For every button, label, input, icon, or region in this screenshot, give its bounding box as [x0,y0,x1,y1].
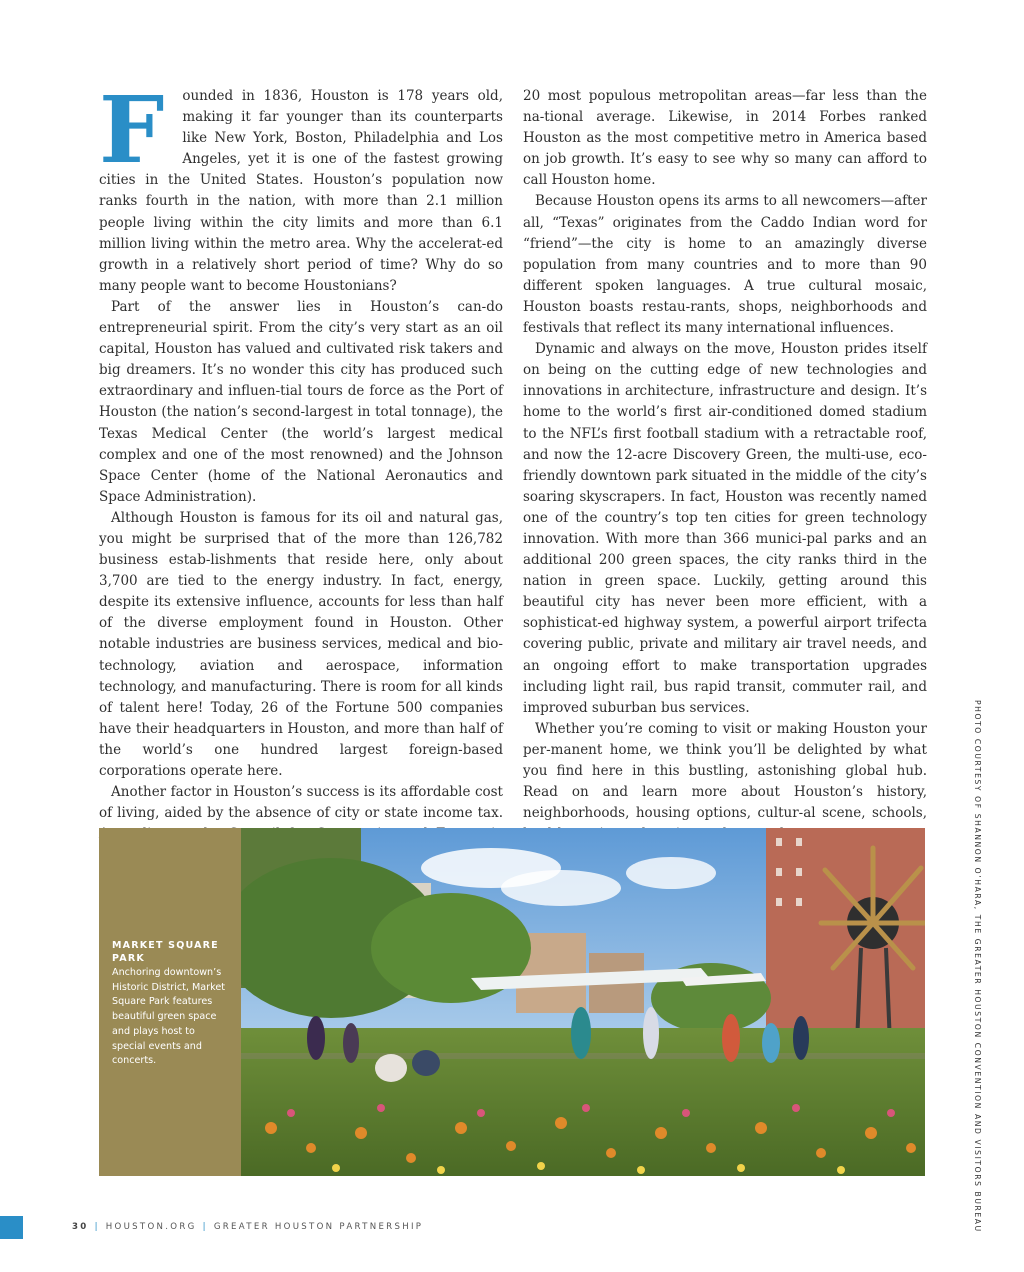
article-paragraph: F ounded in 1836, Houston is 178 years old, making it far younger than its counterparts like New York, Boston, Philadelphia and Los Angeles, yet it is one of the fastest growing cities in the United States. Houston’s population now ranks fourth in the nation, with more than 2.1 million people living within the city limits and more than 6.1 million living within the metro area. Why the accelerat-ed growth in a relatively short period of time? Why do so many people want to become Houstonians? [99,76,503,294]
photo-credit: PHOTO COURTESY OF SHANNON O’HARA, THE GREATER HOUSTON CONVENTION AND VISITORS BUREAU [973,700,982,1233]
drop-cap: F [99,76,165,184]
article-paragraph: Whether you’re coming to visit or making Houston your per-manent home, we think you’ll be delighted by what you find here in this bustling, astonishing global hub. Read on and learn more about Houston’s history, neighborhoods, housing options, cultur-al scene, schools, [523,720,927,822]
article-right-column [523,86,927,845]
caption-title: MARKET SQUARE PARK [112,940,219,964]
footer-publisher: GREATER HOUSTON PARTNERSHIP [213,1222,424,1232]
caption-body: Anchoring downtown’s Historic District, Market Square Park features beautiful green space and plays host to special events and concerts. [112,967,225,1067]
page-footer [72,1222,423,1232]
article-left-column [99,76,503,909]
article-paragraph: Although Houston is famous for its oil and natural gas, you might be surprised that of the more than 126,782 business estab-lishments that reside here, only about 3,700 are tied to the energy industry. In fact, energy, despite its extensive influence, accounts for less than half of the diverse employment found in Houston. Other notable industries are business services, medical and bio-technology, aviation and aerospace, information technology, and manufacturing. There is room for all kinds of talent here! Today, 26 of the Fortune 500 companies have their headquarters in Houston, and more than half of the world’s one hundred largest foreign-based corporations operate here. [99,509,503,779]
footer-separator: | [94,1222,100,1232]
page-number: 30 [72,1222,89,1232]
article-paragraph: Part of the answer lies in Houston’s can-do entrepreneurial spirit. From the city’s very start as an oil capital, Houston has valued and cultivated risk takers and big dreamers. It’s no wonder this city has produced such extraordinary and influen-tial tours de force as the Port of Houston (the nation’s second-largest in total tonnage), the Texas Medical Center (the world’s largest medical complex and one of the most renowned) and the Johnson Space Center (home of the National Aeronautics and Space Administration). [99,298,503,505]
article-paragraph: Dynamic and always on the move, Houston prides itself on being on the cutting edge of new technologies and innovations in architecture, infrastructure and design. It’s home to the world’s first air-conditioned domed stadium to the NFL’s first football stadium with a retractable roof, and now the 12-acre Discovery Green, the multi-use, eco-friendly downtown park situated in the middle of the city’s soaring skyscrapers. In fact, Houston was recently named one of the country’s top ten cities for green technology innovation. With more than 366 munici-pal parks and an additional 200 green spaces, the city ranks third in the nation in green space. Luckily, getting around this beautiful city has never been more efficient, with a sophisticat-ed highway system, a powerful airport trifecta covering public, private and military air travel needs, and an ongoing effort to make transportation upgrades including light rail, bus rapid transit, commuter rail, and improved suburban bus services. [523,341,927,716]
caption-panel [99,828,241,1176]
footer-separator: | [202,1222,208,1232]
footer-accent-bar [0,1216,23,1239]
article-paragraph: Because Houston opens its arms to all newcomers—after all, “Texas” originates from the Caddo Indian word for “friend”—the city is home to an amazingly diverse population from many countries and to more than 90 different spoken languages. A true cultural mosaic, Houston boasts restau-rants, shops, neighborhoods and festivals that reflect its many international influences. [523,193,927,337]
market-square-park-photo [241,828,925,1176]
article-paragraph: 20 most populous metropolitan areas—far less than the na-tional average. Likewise, in 2014 Forbes ranked Houston as the most competitive metro in America based on job growth. It’s easy to see why so many can afford to call Houston home. [523,88,927,189]
article-paragraph: Another factor in Houston’s success is its affordable cost of living, aided by the absence of city or state income tax. [99,784,503,822]
footer-site: HOUSTON.ORG [105,1222,197,1232]
photo-block [99,828,925,1176]
park-photo-illustration [241,828,925,1176]
